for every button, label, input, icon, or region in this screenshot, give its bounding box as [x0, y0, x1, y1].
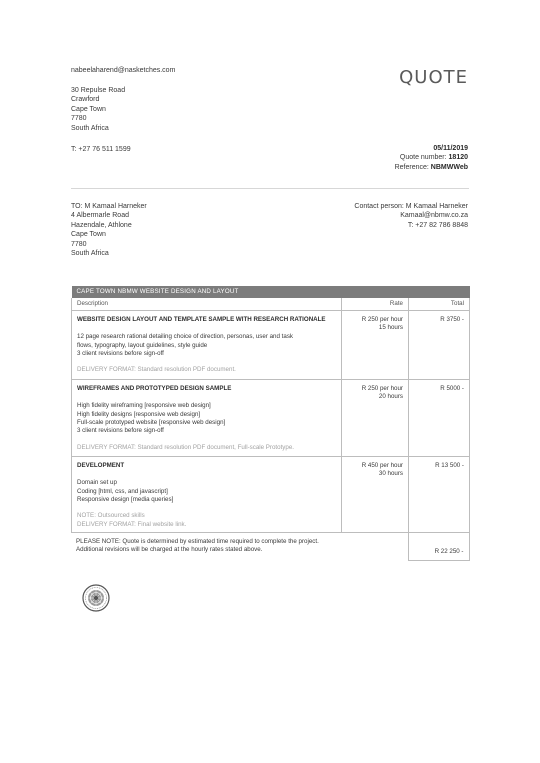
item-note-line: NOTE: Outsourced skills: [77, 512, 145, 520]
quote-reference-line: [395, 163, 468, 172]
item-details: [77, 479, 336, 504]
recipient-address-line: Cape Town: [71, 231, 106, 239]
sender-address-line: 30 Repulse Road: [71, 87, 126, 94]
item-rate-hours: 15 hours: [378, 324, 403, 332]
contact-block: [354, 202, 468, 230]
item-detail-line: 3 client revisions before sign-off: [77, 350, 164, 358]
quote-items-table: [71, 286, 470, 533]
item-title: WEBSITE DESIGN LAYOUT AND TEMPLATE SAMPLE WITH RESEARCH RATIONALE: [77, 316, 326, 323]
item-notes: [77, 366, 336, 374]
grand-total: R 22 250 -: [408, 524, 469, 561]
footer-spacer: [341, 524, 408, 561]
recipient-address-line: Hazendale, Athlone: [71, 221, 132, 229]
table-row: [72, 379, 470, 456]
sender-address-line: Crawford: [71, 96, 100, 104]
item-rate: [342, 456, 409, 532]
recipient-block: [71, 202, 147, 259]
item-rate-hourly: R 250 per hour: [361, 316, 403, 323]
contact-telephone: T: +27 82 786 8848: [407, 221, 468, 229]
sender-email: nabeelaharend@nasketches.com: [71, 67, 176, 74]
sender-telephone: T: +27 76 511 1599: [71, 146, 131, 153]
recipient-address-line: South Africa: [71, 250, 109, 258]
item-detail-line: Domain set up: [77, 479, 117, 487]
sender-address-line: 7780: [71, 115, 87, 123]
item-total: R 5000 -: [409, 379, 470, 456]
item-detail-line: flows, typography, layout guidelines, style guide: [77, 341, 208, 349]
item-rate: [342, 379, 409, 456]
item-detail-line: Full-scale prototyped website [responsive web design]: [77, 418, 226, 426]
item-note-line: DELIVERY FORMAT: Final website link.: [77, 520, 187, 528]
table-section-header: [72, 286, 470, 298]
document-title: QUOTE: [399, 67, 468, 88]
circular-seal-icon: [82, 584, 110, 612]
item-description: [72, 379, 342, 456]
item-detail-line: High fidelity designs [responsive web design]: [77, 410, 201, 418]
table-row: [72, 311, 470, 380]
table-column-headers: [72, 298, 470, 311]
footer-note-line: PLEASE NOTE: Quote is determined by estimated time required to complete the project.: [76, 538, 319, 545]
quote-date: 05/11/2019: [433, 145, 468, 152]
quote-number-label: Quote number:: [399, 154, 449, 162]
table-row: [72, 456, 470, 532]
item-note-line: DELIVERY FORMAT: Standard resolution PDF document, Full-scale Prototype.: [77, 443, 294, 451]
item-rate: [342, 311, 409, 380]
footer-note: [71, 524, 341, 561]
section-title: CAPE TOWN NBMW WEBSITE DESIGN AND LAYOUT: [72, 286, 470, 298]
item-rate-hours: 30 hours: [378, 470, 403, 478]
item-detail-line: Coding [html, css, and javascript]: [77, 487, 168, 495]
item-total: R 3750 -: [409, 311, 470, 380]
item-total: R 13 500 -: [409, 456, 470, 532]
column-header-total: Total: [409, 298, 470, 311]
item-rate-hourly: R 250 per hour: [361, 384, 403, 392]
sender-address-line: Cape Town: [71, 105, 106, 113]
column-header-description: Description: [72, 298, 342, 311]
item-detail-line: High fidelity wireframing [responsive web design]: [77, 402, 211, 410]
item-notes: [77, 444, 336, 452]
item-description: [72, 456, 342, 532]
sender-address: [71, 86, 125, 133]
quote-number-line: [395, 153, 468, 162]
item-details: [77, 333, 336, 358]
sender-address-line: South Africa: [71, 124, 109, 132]
item-rate-hourly: R 450 per hour: [361, 461, 403, 469]
item-rate-hours: 20 hours: [378, 393, 403, 401]
recipient-address-line: 4 Albermarle Road: [71, 212, 129, 220]
contact-email: Kamaal@nbmw.co.za: [400, 212, 468, 220]
item-description: [72, 311, 342, 380]
item-title: WIREFRAMES AND PROTOTYPED DESIGN SAMPLE: [77, 384, 232, 392]
quote-reference-label: Reference:: [394, 163, 431, 171]
footer-row: [71, 524, 469, 561]
header-divider: [71, 188, 469, 189]
item-detail-line: 3 client revisions before sign-off: [77, 427, 164, 435]
footer-note-line: Additional revisions will be charged at the hourly rates stated above.: [76, 546, 263, 554]
item-detail-line: 12 page research rational detailing choice of direction, personas, user and task: [77, 333, 294, 341]
item-note-line: DELIVERY FORMAT: Standard resolution PDF document.: [77, 366, 236, 374]
quote-reference: NBMWWeb: [430, 163, 468, 171]
contact-person: Contact person: M Kamaal Harneker: [354, 203, 468, 210]
recipient-address-line: 7780: [71, 240, 87, 248]
quote-number: 18120: [448, 154, 468, 162]
item-title: DEVELOPMENT: [77, 461, 125, 469]
quote-meta: [395, 144, 468, 172]
column-header-rate: Rate: [342, 298, 409, 311]
quote-footer: [71, 524, 470, 561]
item-details: [77, 402, 336, 435]
item-detail-line: Responsive design [media queries]: [77, 496, 174, 504]
recipient-name: TO: M Kamaal Harneker: [71, 203, 147, 210]
